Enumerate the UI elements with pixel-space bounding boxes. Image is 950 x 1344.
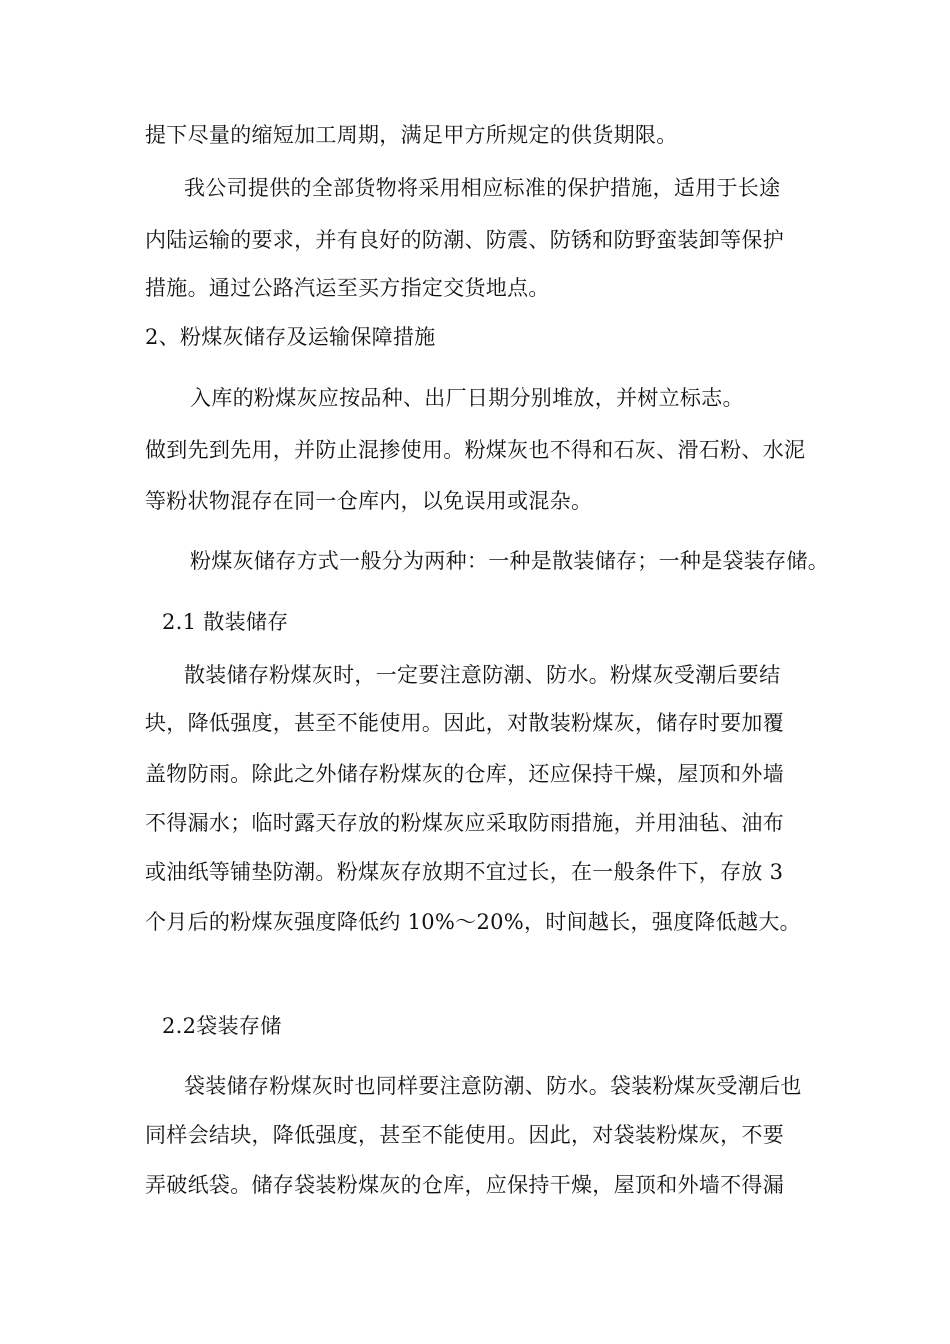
subsection-heading: 2.2袋装存储: [162, 1014, 282, 1038]
paragraph-line: 盖物防雨。除此之外储存粉煤灰的仓库，还应保持干燥，屋顶和外墙: [145, 762, 784, 786]
paragraph-line: 或油纸等铺垫防潮。粉煤灰存放期不宜过长，在一般条件下，存放 3: [145, 860, 784, 884]
paragraph-line: 个月后的粉煤灰强度降低约 10%～20%，时间越长，强度降低越大。: [145, 910, 801, 934]
paragraph-line: 块，降低强度，甚至不能使用。因此，对散装粉煤灰，储存时要加覆: [145, 711, 784, 735]
paragraph-line: 做到先到先用，并防止混掺使用。粉煤灰也不得和石灰、滑石粉、水泥: [145, 438, 806, 462]
paragraph-line: 不得漏水；临时露天存放的粉煤灰应采取防雨措施，并用油毡、油布: [145, 811, 784, 835]
subsection-heading: 2.1 散装储存: [162, 610, 289, 634]
paragraph-line: 入库的粉煤灰应按品种、出厂日期分别堆放，并树立标志。: [190, 386, 744, 410]
paragraph-line: 我公司提供的全部货物将采用相应标准的保护措施，适用于长途: [184, 176, 781, 200]
paragraph-line: 内陆运输的要求，并有良好的防潮、防震、防锈和防野蛮装卸等保护: [145, 228, 784, 252]
paragraph-line: 粉煤灰储存方式一般分为两种：一种是散装储存；一种是袋装存储。: [190, 549, 829, 573]
paragraph-line: 措施。通过公路汽运至买方指定交货地点。: [145, 276, 550, 300]
section-heading: 2、粉煤灰储存及运输保障措施: [145, 325, 436, 349]
paragraph-line: 等粉状物混存在同一仓库内，以免误用或混杂。: [145, 489, 593, 513]
paragraph-line: 散装储存粉煤灰时，一定要注意防潮、防水。粉煤灰受潮后要结: [184, 663, 781, 687]
paragraph-line: 弄破纸袋。储存袋装粉煤灰的仓库，应保持干燥，屋顶和外墙不得漏: [145, 1173, 784, 1197]
paragraph-line: 同样会结块，降低强度，甚至不能使用。因此，对袋装粉煤灰，不要: [145, 1123, 784, 1147]
paragraph-line: 袋装储存粉煤灰时也同样要注意防潮、防水。袋装粉煤灰受潮后也: [184, 1074, 802, 1098]
paragraph-line: 提下尽量的缩短加工周期，满足甲方所规定的供货期限。: [145, 123, 678, 147]
